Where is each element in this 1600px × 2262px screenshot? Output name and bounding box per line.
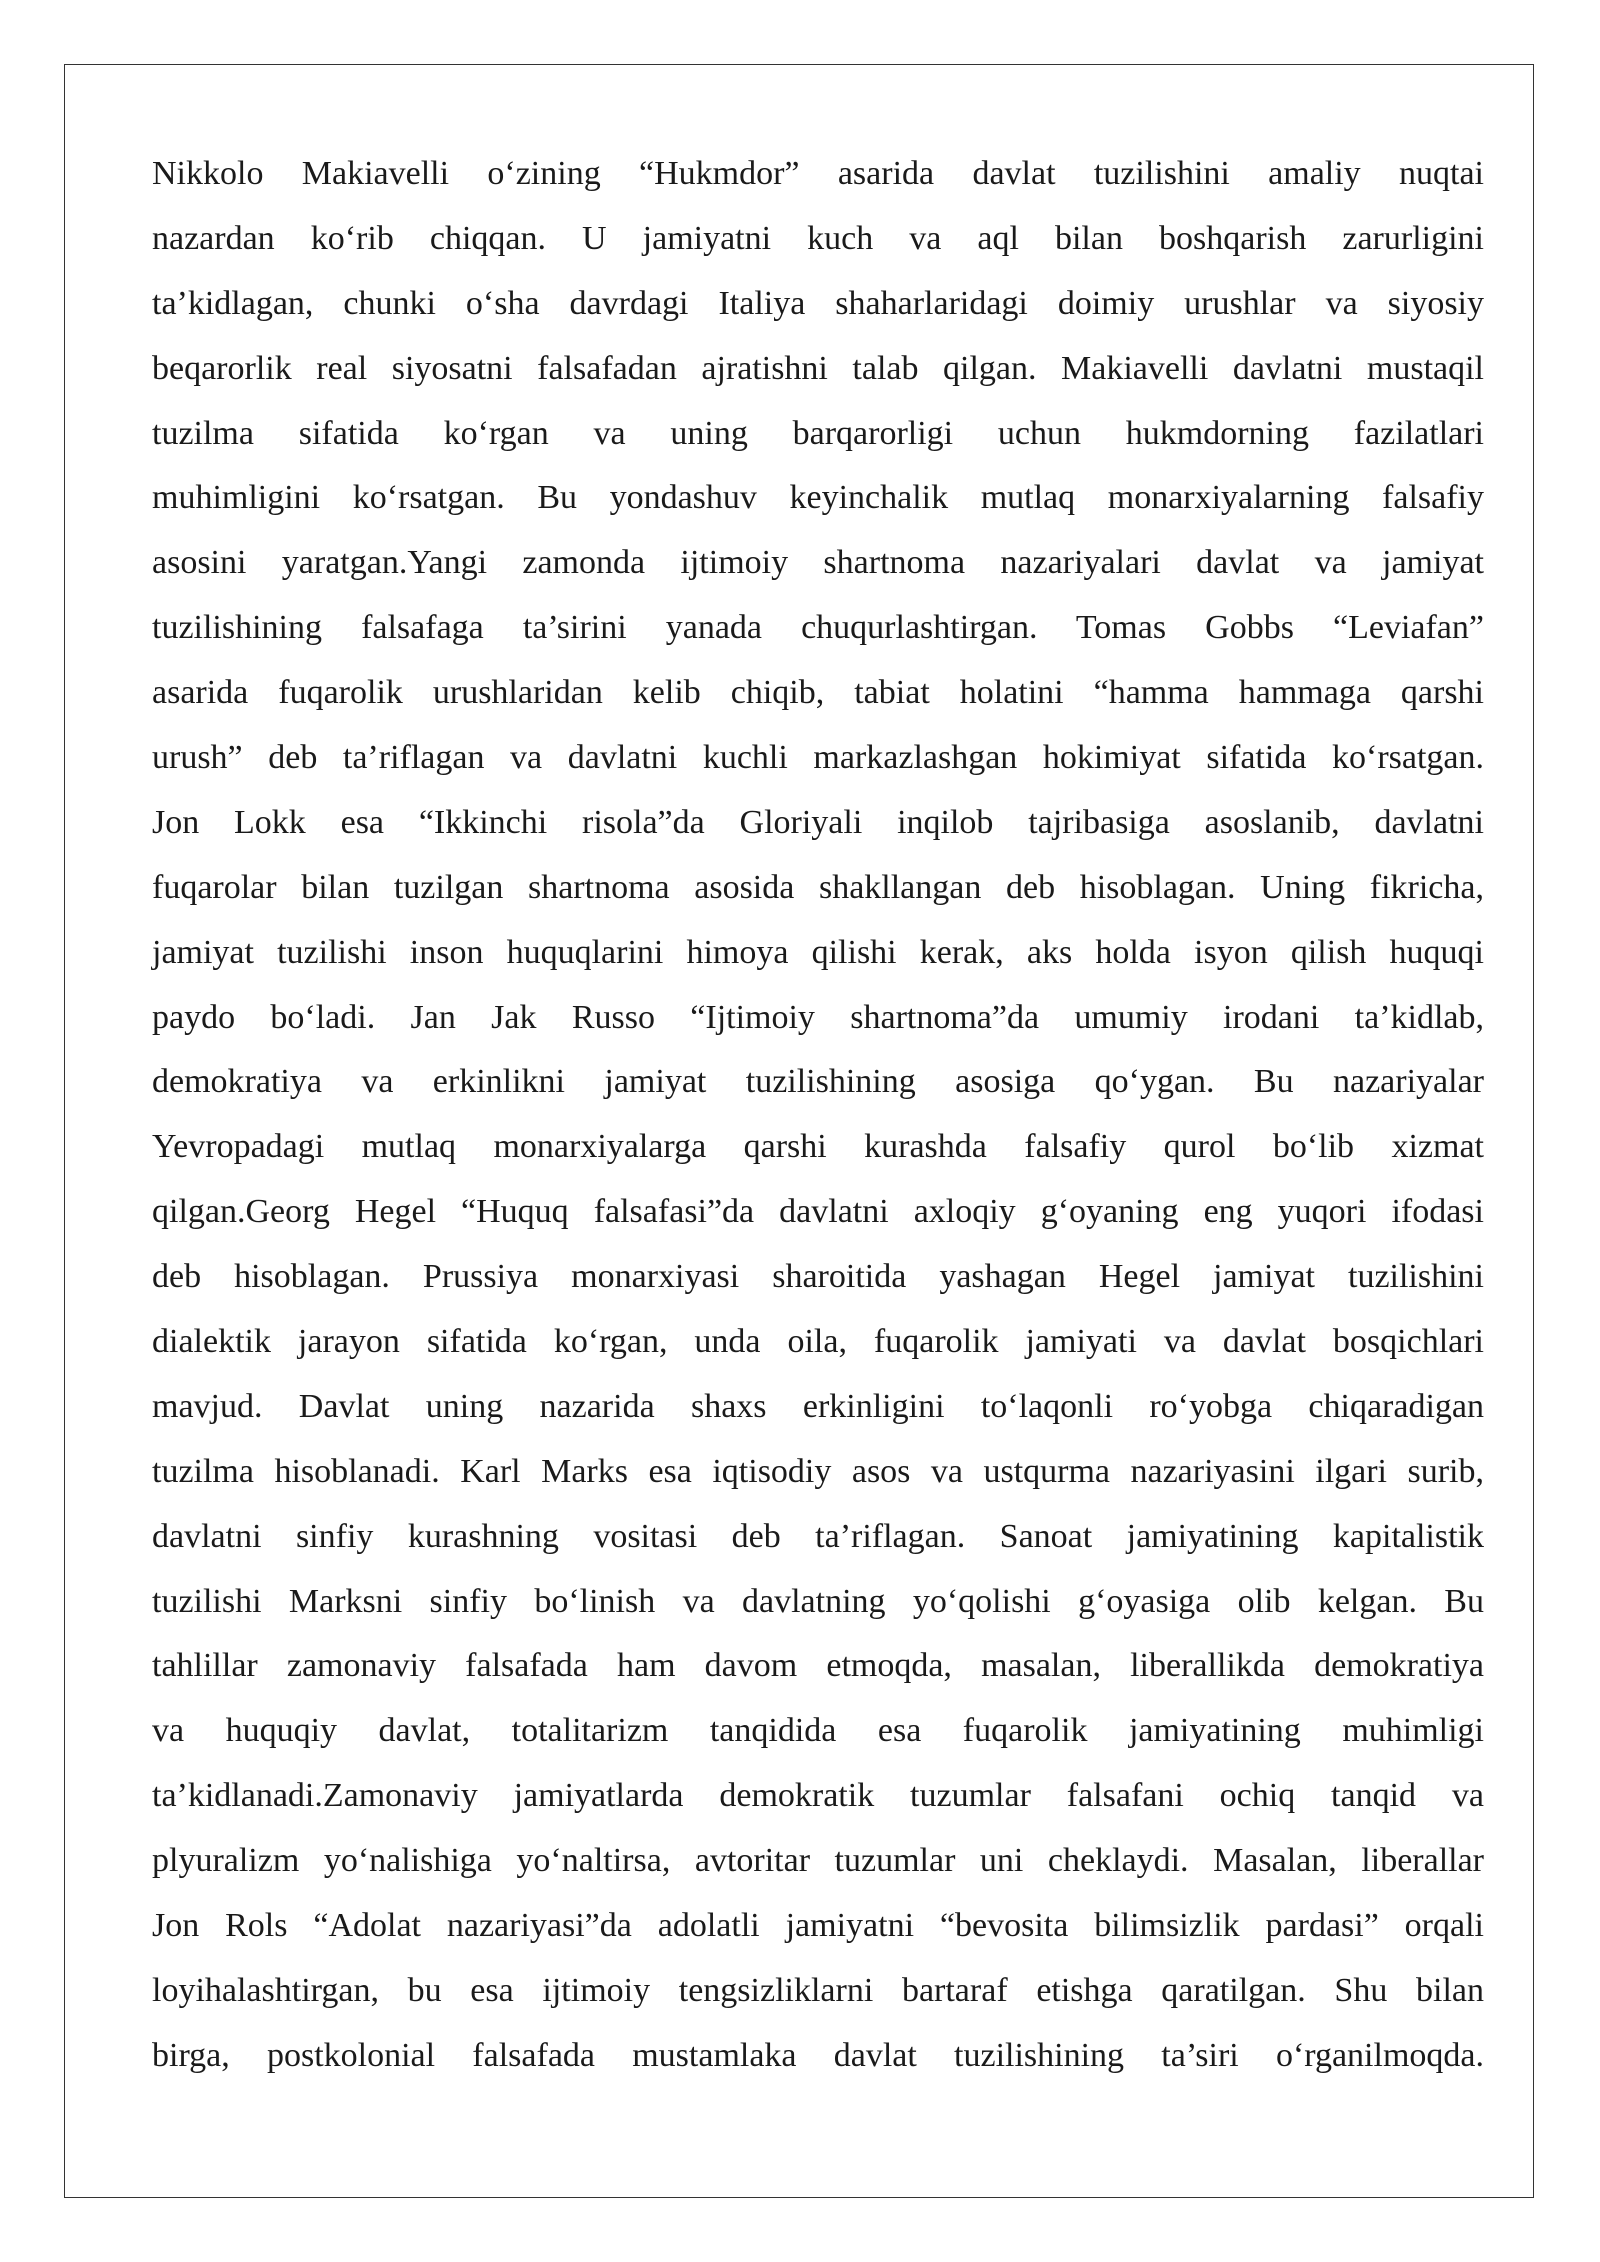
- text-line: mavjud. Davlat uning nazarida shaxs erkinligini to‘laqonli ro‘yobga chiqaradigan: [152, 1387, 1484, 1425]
- text-line: asarida fuqarolik urushlaridan kelib chiqib, tabiat holatini “hamma hammaga qarshi: [152, 674, 1484, 712]
- text-line: fuqarolar bilan tuzilgan shartnoma asosida shakllangan deb hisoblagan. Uning fikricha,: [152, 868, 1484, 906]
- text-line: davlatni sinfiy kurashning vositasi deb ta’riflagan. Sanoat jamiyatining kapitalistik: [152, 1517, 1484, 1555]
- text-line: qilgan.Georg Hegel “Huquq falsafasi”da davlatni axloqiy g‘oyaning eng yuqori ifodasi: [152, 1193, 1484, 1231]
- text-line: birga, postkolonial falsafada mustamlaka davlat tuzilishining ta’siri o‘rganilmoqda.: [152, 2036, 1484, 2074]
- text-line: nazardan ko‘rib chiqqan. U jamiyatni kuch va aql bilan boshqarish zarurligini: [152, 219, 1484, 257]
- text-line: tahlillar zamonaviy falsafada ham davom etmoqda, masalan, liberallikda demokratiya: [152, 1647, 1484, 1685]
- text-line: ta’kidlagan, chunki o‘sha davrdagi Italiya shaharlaridagi doimiy urushlar va siyosiy: [152, 284, 1484, 322]
- text-line: tuzilma sifatida ko‘rgan va uning barqarorligi uchun hukmdorning fazilatlari: [152, 414, 1484, 452]
- text-line: tuzilishi Marksni sinfiy bo‘linish va davlatning yo‘qolishi g‘oyasiga olib kelgan. Bu: [152, 1582, 1484, 1620]
- text-line: ta’kidlanadi.Zamonaviy jamiyatlarda demokratik tuzumlar falsafani ochiq tanqid va: [152, 1777, 1484, 1815]
- text-line: beqarorlik real siyosatni falsafadan ajratishni talab qilgan. Makiavelli davlatni mustaqil: [152, 349, 1484, 387]
- text-line: jamiyat tuzilishi inson huquqlarini himoya qilishi kerak, aks holda isyon qilish huquqi: [152, 933, 1484, 971]
- text-line: asosini yaratgan.Yangi zamonda ijtimoiy shartnoma nazariyalari davlat va jamiyat: [152, 544, 1484, 582]
- text-line: loyihalashtirgan, bu esa ijtimoiy tengsizliklarni bartaraf etishga qaratilgan. Shu bilan: [152, 1971, 1484, 2009]
- text-line: muhimligini ko‘rsatgan. Bu yondashuv keyinchalik mutlaq monarxiyalarning falsafiy: [152, 479, 1484, 517]
- text-line: demokratiya va erkinlikni jamiyat tuzilishining asosiga qo‘ygan. Bu nazariyalar: [152, 1063, 1484, 1101]
- text-line: Jon Lokk esa “Ikkinchi risola”da Gloriyali inqilob tajribasiga asoslanib, davlatni: [152, 803, 1484, 841]
- text-line: Nikkolo Makiavelli o‘zining “Hukmdor” asarida davlat tuzilishini amaliy nuqtai: [152, 155, 1484, 192]
- text-line: tuzilma hisoblanadi. Karl Marks esa iqtisodiy asos va ustqurma nazariyasini ilgari surib,: [152, 1452, 1484, 1490]
- text-line: paydo bo‘ladi. Jan Jak Russo “Ijtimoiy shartnoma”da umumiy irodani ta’kidlab,: [152, 998, 1484, 1036]
- text-line: va huquqiy davlat, totalitarizm tanqidida esa fuqarolik jamiyatining muhimligi: [152, 1712, 1484, 1750]
- text-line: deb hisoblagan. Prussiya monarxiyasi sharoitida yashagan Hegel jamiyat tuzilishini: [152, 1258, 1484, 1296]
- text-line: plyuralizm yo‘nalishiga yo‘naltirsa, avtoritar tuzumlar uni cheklaydi. Masalan, liberallar: [152, 1842, 1484, 1880]
- text-line: urush” deb ta’riflagan va davlatni kuchli markazlashgan hokimiyat sifatida ko‘rsatgan.: [152, 739, 1484, 777]
- text-line: dialektik jarayon sifatida ko‘rgan, unda oila, fuqarolik jamiyati va davlat bosqichlari: [152, 1323, 1484, 1361]
- text-line: Yevropadagi mutlaq monarxiyalarga qarshi kurashda falsafiy qurol bo‘lib xizmat: [152, 1128, 1484, 1166]
- body-paragraph: [152, 142, 1484, 2089]
- text-line: tuzilishining falsafaga ta’sirini yanada chuqurlashtirgan. Tomas Gobbs “Leviafan”: [152, 609, 1484, 647]
- text-line: Jon Rols “Adolat nazariyasi”da adolatli jamiyatni “bevosita bilimsizlik pardasi” orqali: [152, 1907, 1484, 1945]
